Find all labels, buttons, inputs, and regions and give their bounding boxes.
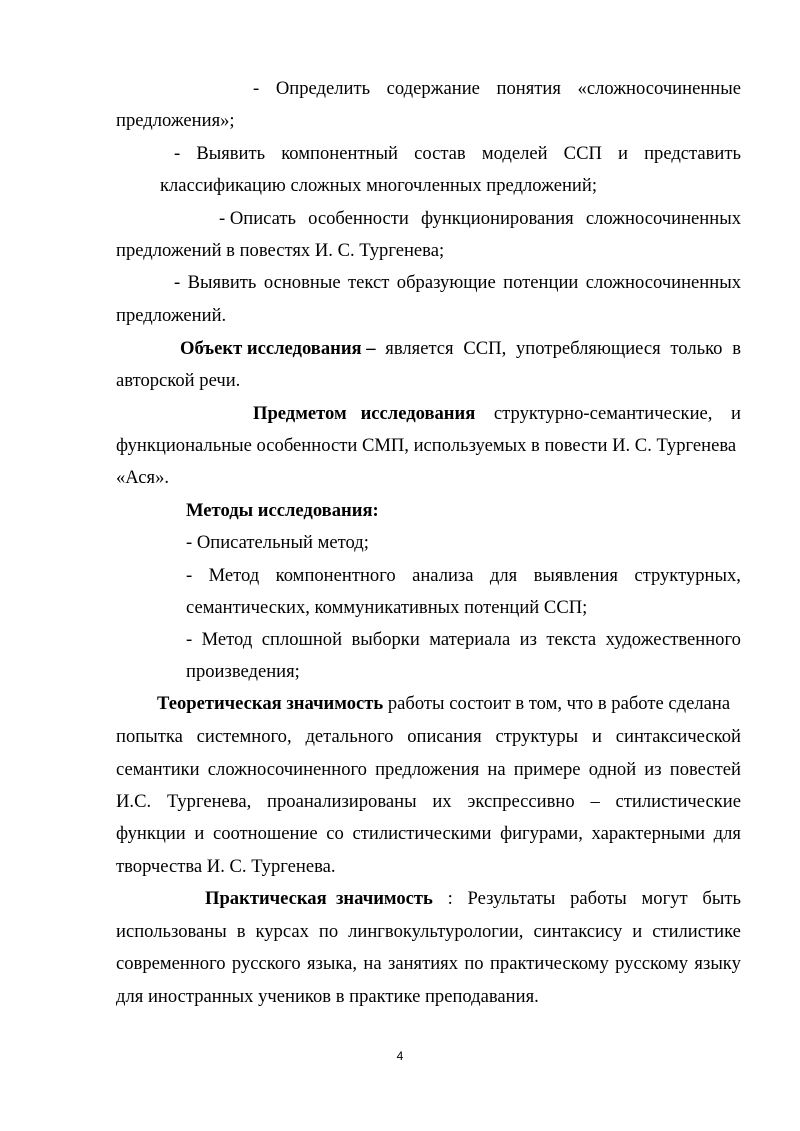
goal-line-6: предложений в повестях И. С. Тургенева;: [116, 240, 445, 261]
word: стилистические: [615, 791, 741, 812]
practical-line-1: [205, 888, 741, 910]
word: понятия: [496, 78, 561, 99]
word: для: [713, 823, 741, 844]
word: и: [618, 143, 628, 164]
practical-line-4: для иностранных учеников в практике преподавания.: [116, 986, 539, 1007]
goal-line-7: - Выявить основные текст образующие потенции сложносочиненных: [174, 272, 741, 293]
word: Выявить: [196, 143, 266, 164]
practical-line-3: [116, 953, 741, 975]
method-item-2: [186, 565, 741, 587]
word: использованы: [116, 921, 227, 942]
word: по: [318, 921, 339, 942]
word: примере: [513, 759, 581, 780]
word: Результаты: [467, 888, 556, 909]
word: для: [489, 565, 518, 586]
word: проанализированы: [267, 791, 417, 812]
word: быть: [702, 888, 741, 909]
word: компонентного: [275, 565, 396, 586]
word: практическому: [489, 953, 609, 974]
theoretical-line-5: [116, 823, 741, 845]
word: и: [632, 921, 643, 942]
word: является: [385, 338, 454, 359]
word: ССП,: [463, 338, 507, 359]
object-label: Объект исследования –: [180, 338, 376, 359]
word: из: [519, 629, 537, 650]
word: лингвокультурологии,: [348, 921, 524, 942]
word: фигурами,: [500, 823, 583, 844]
word: художественного: [605, 629, 741, 650]
word: курсах: [255, 921, 309, 942]
word: структурно-семантические,: [493, 403, 713, 424]
theoretical-line-4: [116, 791, 741, 813]
word: Метод: [201, 629, 253, 650]
word: употребляющиеся: [515, 338, 661, 359]
word: Определить: [275, 78, 371, 99]
word: языку: [694, 953, 741, 974]
word: семантики: [116, 759, 200, 780]
word: в: [236, 921, 246, 942]
theoretical-line-3: [116, 759, 741, 781]
word: структурных,: [634, 565, 741, 586]
word: из: [644, 759, 662, 780]
word: материала: [429, 629, 511, 650]
word: -: [186, 565, 193, 586]
word: современного: [116, 953, 226, 974]
theoretical-line-6: творчества И. С. Тургенева.: [116, 856, 336, 877]
word: характерными: [591, 823, 706, 844]
word: выборки: [351, 629, 420, 650]
word: по: [464, 953, 484, 974]
word: синтаксической: [615, 726, 741, 747]
word: представить: [644, 143, 741, 164]
subject-label: Предметом исследования: [253, 403, 476, 424]
theoretical-label: Теоретическая значимость: [157, 693, 384, 714]
page-number: 4: [396, 1049, 404, 1063]
word: стилистическими: [352, 823, 492, 844]
word: занятиях: [387, 953, 458, 974]
word: экспрессивно: [467, 791, 575, 812]
theoretical-line-1: [157, 693, 730, 715]
word: только: [670, 338, 723, 359]
dash: -: [253, 78, 260, 99]
dash: -: [174, 143, 181, 164]
word: предложения: [375, 759, 480, 780]
goal-line-8: предложений.: [116, 305, 227, 326]
word: и: [731, 403, 741, 424]
word: функции: [116, 823, 186, 844]
subject-line-3: «Ася».: [116, 467, 170, 488]
word: -: [186, 629, 193, 650]
word: И.С.: [116, 791, 152, 812]
goal-line-3: [174, 143, 741, 165]
word: на: [363, 953, 382, 974]
subject-line-1: [253, 403, 741, 425]
word: соотношение: [212, 823, 318, 844]
word: структуры: [495, 726, 579, 747]
method-item-3-cont: произведения;: [186, 661, 300, 682]
word: описания: [407, 726, 482, 747]
word: могут: [641, 888, 688, 909]
word: и: [592, 726, 602, 747]
word: на: [487, 759, 506, 780]
word: русскому: [615, 953, 689, 974]
word: моделей: [481, 143, 548, 164]
word: выявления: [533, 565, 618, 586]
goal-line-2: предложения»;: [116, 110, 235, 131]
method-item-1: - Описательный метод;: [186, 532, 369, 553]
theoretical-text: работы состоит в том, что в работе сделана: [383, 693, 731, 714]
word: «сложносочиненные: [577, 78, 741, 99]
word: особенности: [308, 208, 409, 229]
method-item-2-cont: семантических, коммуникативных потенций ССП;: [186, 597, 588, 618]
goal-line-5: [219, 208, 741, 230]
word: сложносочиненных: [585, 208, 741, 229]
word: –: [590, 791, 600, 812]
word: ССП: [563, 143, 602, 164]
word: русского: [231, 953, 301, 974]
word: детального: [305, 726, 394, 747]
word: состав: [414, 143, 466, 164]
word: повестей: [669, 759, 741, 780]
word: - Описать: [219, 208, 297, 229]
goal-line-4: классификацию сложных многочленных предложений;: [160, 175, 597, 196]
word: компонентный: [281, 143, 398, 164]
word: работы: [570, 888, 627, 909]
object-line-2: авторской речи.: [116, 370, 241, 391]
subject-line-2: функциональные особенности СМП, используемых в повести И. С. Тургенева: [116, 435, 737, 456]
word: анализа: [412, 565, 474, 586]
word: одной: [588, 759, 637, 780]
word: синтаксису: [533, 921, 623, 942]
word: и: [194, 823, 205, 844]
word: :: [447, 888, 453, 909]
theoretical-line-2: [116, 726, 741, 748]
practical-label: Практическая значимость: [205, 888, 433, 909]
word: в: [732, 338, 741, 359]
method-item-3: [186, 629, 741, 651]
word: попытка: [116, 726, 183, 747]
word: системного,: [196, 726, 292, 747]
word: их: [432, 791, 452, 812]
word: содержание: [386, 78, 480, 99]
object-line-1: [180, 338, 741, 360]
word: со: [326, 823, 344, 844]
word: сплошной: [261, 629, 343, 650]
word: стилистике: [652, 921, 741, 942]
word: сложносочиненного: [207, 759, 367, 780]
word: Метод: [208, 565, 260, 586]
word: функционирования: [420, 208, 574, 229]
practical-line-2: [116, 921, 741, 943]
goal-line-1: [253, 78, 741, 100]
word: языка,: [306, 953, 358, 974]
word: Тургенева,: [166, 791, 252, 812]
methods-title: Методы исследования:: [186, 500, 379, 521]
word: текста: [546, 629, 597, 650]
